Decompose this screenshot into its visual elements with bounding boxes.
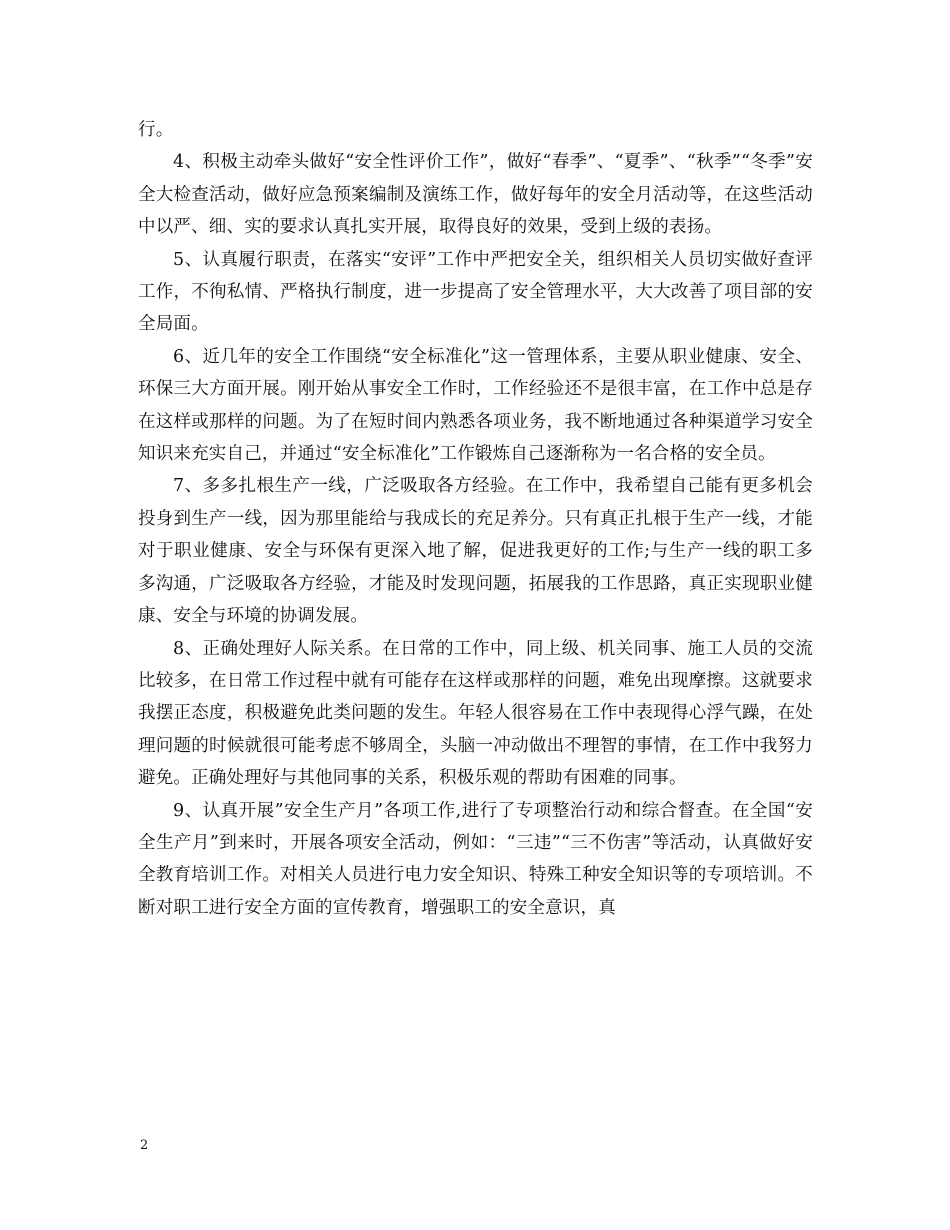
paragraph-item-9: 9、认真开展”安全生产月”各项工作,进行了专项整治行动和综合督查。在全国“安全生产月”到来时，开展各项安全活动，例如：“三违”“三不伤害”等活动，认真做好安全教育培训工作。对相关人员进行电力安全知识、特殊工种安全知识等的专项培训。不断对职工进行安全方面的宣传教育，增强职工的安全意识，真 bbox=[138, 800, 813, 918]
paragraph-item-7: 7、多多扎根生产一线，广泛吸取各方经验。在工作中，我希望自己能有更多机会投身到生产一线，因为那里能给与我成长的充足养分。只有真正扎根于生产一线，才能对于职业健康、安全与环保有更深入地了解，促进我更好的工作;与生产一线的职工多多沟通，广泛吸取各方经验，才能及时发现问题，拓展我的工作思路，真正实现职业健康、安全与环境的协调发展。 bbox=[138, 476, 813, 627]
paragraph-item-8: 8、正确处理好人际关系。在日常的工作中，同上级、机关同事、施工人员的交流比较多，在日常工作过程中就有可能存在这样或那样的问题，难免出现摩擦。这就要求我摆正态度，积极避免此类问题的发生。年轻人很容易在工作中表现得心浮气躁，在处理问题的时候就很可能考虑不够周全，头脑一冲动做出不理智的事情，在工作中我努力避免。正确处理好与其他同事的关系，积极乐观的帮助有困难的同事。 bbox=[138, 638, 813, 789]
paragraph-item-5: 5、认真履行职责，在落实“安评”工作中严把安全关，组织相关人员切实做好查评工作，不徇私情、严格执行制度，进一步提高了安全管理水平，大大改善了项目部的安全局面。 bbox=[138, 249, 813, 335]
document-body bbox=[138, 114, 813, 924]
paragraph-item-6: 6、近几年的安全工作围绕“安全标准化”这一管理体系，主要从职业健康、安全、环保三大方面开展。刚开始从事安全工作时，工作经验还不是很丰富，在工作中总是存在这样或那样的问题。为了在短时间内熟悉各项业务，我不断地通过各种渠道学习安全知识来充实自己，并通过“安全标准化”工作锻炼自己逐渐称为一名合格的安全员。 bbox=[138, 346, 813, 465]
page-number: 2 bbox=[140, 1138, 149, 1153]
paragraph-item-4: 4、积极主动牵头做好“安全性评价工作”，做好“春季”、“夏季”、“秋季”“冬季”安全大检查活动，做好应急预案编制及演练工作，做好每年的安全月活动等，在这些活动中以严、细、实的要求认真扎实开展，取得良好的效果，受到上级的表扬。 bbox=[138, 152, 813, 238]
paragraph-continuation: 行。 bbox=[138, 120, 174, 140]
